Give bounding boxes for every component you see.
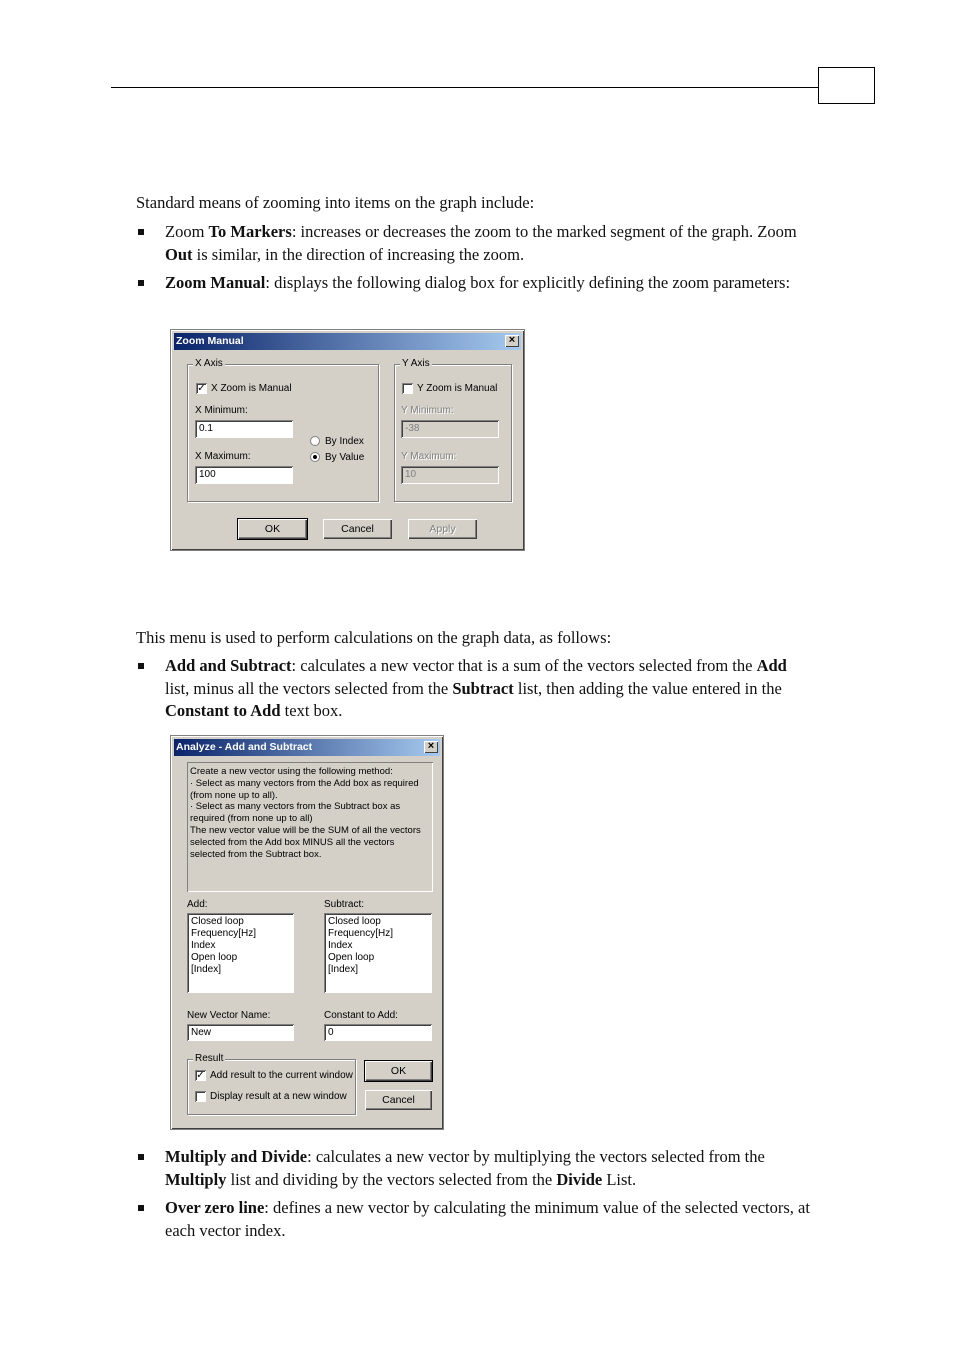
list-item[interactable]: Index [191,940,216,951]
by-index-radio[interactable] [310,436,320,446]
apply-button[interactable]: Apply [408,519,477,539]
add-subtract-dialog [170,735,444,1130]
new-vector-name-label: New Vector Name: [187,1010,271,1021]
x-zoom-manual-label: X Zoom is Manual [211,383,292,394]
zoom-dialog-titlebar: Zoom Manual × [174,333,521,350]
constant-to-add-label: Constant to Add: [324,1010,398,1021]
y-maximum-input[interactable]: 10 [401,466,499,484]
x-minimum-label: X Minimum: [195,405,248,416]
method-description: Create a new vector using the following method: · Select as many vectors from the Add box as required (from none up to all). · Select as many vectors from the Subtract box as required (from none up to all) The new vector value will be the SUM of all the vectors selected from the Add box MINUS all the vectors selected from the Subtract box. [187,762,433,892]
add-listbox[interactable] [187,913,294,993]
header-rule [111,87,818,88]
display-new-window-checkbox[interactable] [195,1091,206,1102]
result-group: Result [187,1059,356,1115]
bullet-square-icon [138,280,144,286]
bullet-square-icon [138,1205,144,1211]
constant-to-add-input[interactable]: 0 [324,1024,432,1041]
display-new-window-label: Display result at a new window [210,1091,347,1102]
cancel-button[interactable]: Cancel [323,519,392,539]
page-number-box [818,67,875,104]
y-minimum-label: Y Minimum: [401,405,454,416]
add-to-current-label: Add result to the current window [210,1070,353,1081]
x-axis-group: X Axis [187,364,379,502]
list-item[interactable]: Index [328,940,353,951]
close-icon[interactable]: × [505,335,519,347]
by-index-label: By Index [325,436,364,447]
x-zoom-manual-checkbox[interactable]: ✓ [197,383,206,394]
list-item[interactable]: Open loop [328,952,375,963]
ok-button[interactable]: OK [365,1061,432,1081]
list-item[interactable]: Frequency[Hz] [328,928,394,939]
y-maximum-label: Y Maximum: [401,451,457,462]
y-zoom-manual-label: Y Zoom is Manual [417,383,498,394]
subtract-listbox[interactable] [324,913,432,993]
list-item[interactable]: [Index] [328,964,359,975]
y-minimum-input[interactable]: -38 [401,420,499,438]
bullet-square-icon [138,1154,144,1160]
zoom-manual-dialog [170,329,525,551]
add-to-current-checkbox[interactable]: ✓ [196,1070,205,1081]
x-minimum-input[interactable]: 0.1 [195,420,293,438]
by-value-radio[interactable] [310,452,320,462]
bullet-square-icon [138,229,144,235]
by-value-label: By Value [325,452,365,463]
x-maximum-label: X Maximum: [195,451,251,462]
list-item[interactable]: Open loop [191,952,238,963]
close-icon[interactable]: × [424,741,438,753]
bullet-square-icon [138,663,144,669]
add-label: Add: [187,899,208,910]
add-dialog-titlebar: Analyze - Add and Subtract × [174,739,440,756]
y-axis-group: Y Axis [394,364,512,502]
list-item[interactable]: [Index] [191,964,222,975]
intro-zoom: Standard means of zooming into items on the graph include: [136,193,535,212]
list-item[interactable]: Closed loop [191,916,244,927]
cancel-button[interactable]: Cancel [365,1090,432,1110]
intro-analyze: This menu is used to perform calculations on the graph data, as follows: [136,628,612,647]
list-item[interactable]: Closed loop [328,916,381,927]
x-maximum-input[interactable]: 100 [195,466,293,484]
new-vector-name-input[interactable]: New [187,1024,294,1041]
ok-button[interactable]: OK [238,519,307,539]
y-zoom-manual-checkbox[interactable] [402,383,413,394]
list-item[interactable]: Frequency[Hz] [191,928,257,939]
subtract-label: Subtract: [324,899,365,910]
